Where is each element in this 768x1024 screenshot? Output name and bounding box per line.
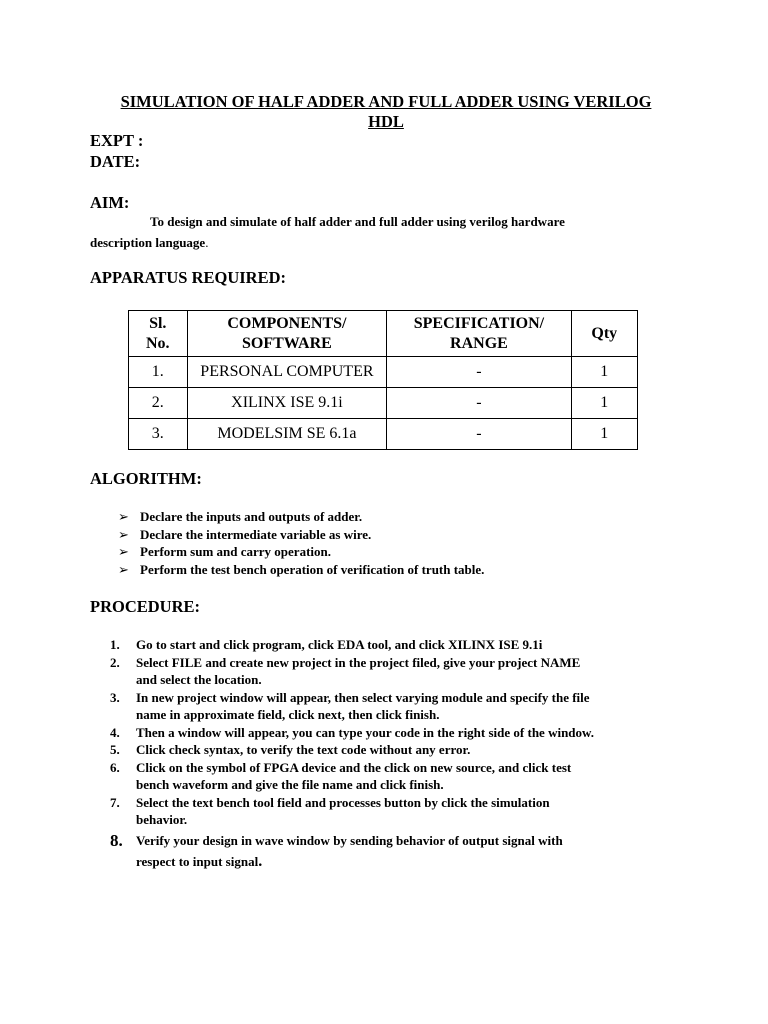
list-item <box>118 561 678 579</box>
procedure-heading: PROCEDURE: <box>90 597 200 616</box>
algorithm-heading: ALGORITHM: <box>90 469 202 488</box>
table-cell-qty: 1 <box>571 357 637 388</box>
step-number: 3. <box>110 689 120 705</box>
algorithm-item-text: Perform sum and carry operation. <box>140 544 331 559</box>
step-text-continued: and select the location. <box>136 672 262 687</box>
table-cell-specification: - <box>387 388 571 419</box>
step-text-end: . <box>258 852 263 870</box>
step-number: 6. <box>110 759 120 775</box>
step-text: Click check syntax, to verify the text code without any error. <box>136 742 471 757</box>
step-number: 1. <box>110 637 120 652</box>
table-cell-component: MODELSIM SE 6.1a <box>187 419 387 450</box>
title-line-1: SIMULATION OF HALF ADDER AND FULL ADDER USING VERILOG <box>120 92 652 111</box>
aim-text-line-1: To design and simulate of half adder and full adder using verilog hardware <box>150 214 565 229</box>
table-cell-component: XILINX ISE 9.1i <box>187 388 387 419</box>
header-components-line-1: COMPONENTS/ <box>227 314 347 332</box>
header-qty <box>571 311 637 357</box>
list-item <box>110 636 675 654</box>
step-text: Click on the symbol of FPGA device and the click on new source, and click test <box>136 759 572 775</box>
aim-text-end: . <box>205 235 209 250</box>
apparatus-table <box>128 310 638 450</box>
step-number: 7. <box>110 794 120 810</box>
title-line-2: HDL <box>368 112 404 131</box>
table-cell-slno: 3. <box>129 419 188 450</box>
table-header-row <box>129 311 638 357</box>
aim-heading: AIM: <box>90 193 130 212</box>
header-components <box>187 311 387 357</box>
header-slno-line-1: Sl. <box>149 314 167 332</box>
list-item <box>110 724 675 742</box>
step-text-continued: bench waveform and give the file name and click finish. <box>136 777 444 792</box>
table-cell-specification: - <box>387 419 571 450</box>
arrow-bullet-icon: ➢ <box>118 545 129 560</box>
list-item <box>110 830 675 872</box>
table-row <box>129 357 638 388</box>
list-item <box>110 654 675 689</box>
apparatus-heading: APPARATUS REQUIRED: <box>90 268 287 287</box>
aim-text <box>90 211 650 253</box>
step-number: 2. <box>110 654 120 670</box>
header-slno <box>129 311 188 357</box>
header-qty-label: Qty <box>591 324 618 342</box>
expt-label: EXPT : <box>90 131 144 150</box>
step-number: 5. <box>110 742 120 757</box>
arrow-bullet-icon: ➢ <box>118 562 129 578</box>
algorithm-item-text: Declare the inputs and outputs of adder. <box>140 509 363 524</box>
step-text: Then a window will appear, you can type your code in the right side of the window. <box>136 724 594 740</box>
table-cell-qty: 1 <box>571 419 637 450</box>
table-row <box>129 388 638 419</box>
header-specification <box>387 311 571 357</box>
step-text-continued: name in approximate field, click next, then click finish. <box>136 707 440 722</box>
step-text-continued: behavior. <box>136 812 188 827</box>
arrow-bullet-icon: ➢ <box>118 510 129 525</box>
table-cell-slno: 1. <box>129 357 188 388</box>
list-item <box>118 508 678 526</box>
table-cell-component: PERSONAL COMPUTER <box>187 357 387 388</box>
table-row <box>129 419 638 450</box>
step-number: 8. <box>110 830 123 850</box>
step-text: Select FILE and create new project in the project filed, give your project NAME <box>136 654 581 670</box>
header-specification-line-1: SPECIFICATION/ <box>413 314 545 332</box>
step-text-continued: respect to input signal <box>136 853 259 869</box>
table-cell-qty: 1 <box>571 388 637 419</box>
arrow-bullet-icon: ➢ <box>118 527 129 543</box>
document-title <box>86 92 686 132</box>
procedure-list <box>110 636 675 872</box>
step-text: Verify your design in wave window by sending behavior of output signal with <box>136 832 563 848</box>
header-slno-line-2: No. <box>145 334 170 352</box>
header-specification-line-2: RANGE <box>450 334 508 352</box>
step-number: 4. <box>110 724 120 740</box>
list-item <box>118 526 678 544</box>
header-components-line-2: SOFTWARE <box>242 334 332 352</box>
aim-text-line-2: description language <box>90 235 206 250</box>
step-text: In new project window will appear, then select varying module and specify the file <box>136 689 590 705</box>
list-item <box>118 543 678 561</box>
list-item <box>110 794 675 829</box>
date-label: DATE: <box>90 152 141 171</box>
table-cell-slno: 2. <box>129 388 188 419</box>
list-item <box>110 759 675 794</box>
algorithm-item-text: Perform the test bench operation of verification of truth table. <box>140 561 485 577</box>
list-item <box>110 689 675 724</box>
algorithm-list <box>118 508 678 578</box>
table-cell-specification: - <box>387 357 571 388</box>
algorithm-item-text: Declare the intermediate variable as wire. <box>140 526 372 542</box>
list-item <box>110 741 675 759</box>
step-text: Go to start and click program, click EDA tool, and click XILINX ISE 9.1i <box>136 637 543 652</box>
step-text: Select the text bench tool field and processes button by click the simulation <box>136 794 550 810</box>
